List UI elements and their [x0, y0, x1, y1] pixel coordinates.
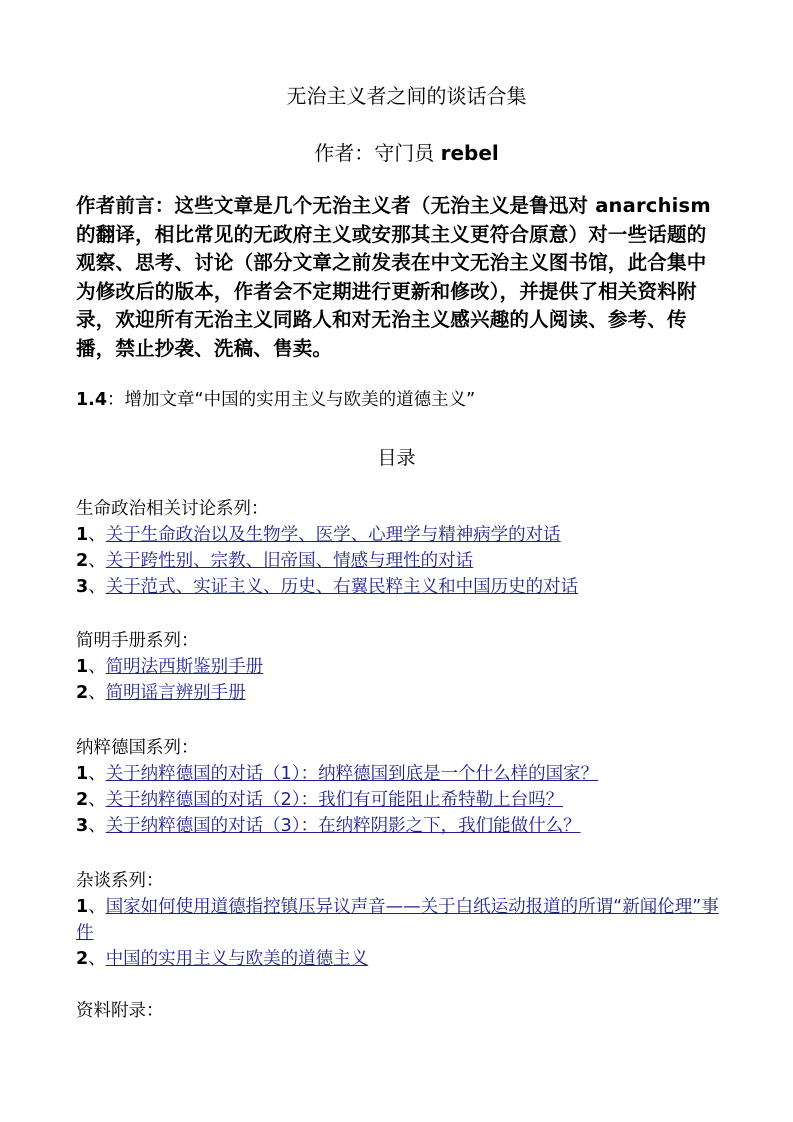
author-label: 作者：守门员: [314, 141, 441, 165]
toc-entry: [76, 813, 726, 839]
toc-link[interactable]: 国家如何使用道德指控镇压异议声音——关于白纸运动报道的所谓“新闻伦理”事件: [76, 897, 719, 943]
entry-number: 1: [76, 657, 89, 677]
toc-link[interactable]: 关于纳粹德国的对话（2）：我们有可能阻止希特勒上台吗？: [105, 790, 564, 810]
entry-number: 2: [76, 790, 89, 810]
entry-number: 1: [76, 764, 89, 784]
toc-link[interactable]: 关于生命政治以及生物学、医学、心理学与精神病学的对话: [105, 525, 561, 545]
entry-number: 1: [76, 897, 89, 917]
section-nazi-germany: [76, 735, 726, 839]
author-name: rebel: [440, 141, 499, 165]
toc-link[interactable]: 简明谣言辨别手册: [105, 683, 246, 703]
toc-entry: [76, 894, 726, 946]
entry-separator: 、: [88, 764, 106, 784]
entry-separator: 、: [88, 525, 106, 545]
entry-separator: 、: [88, 949, 106, 969]
entry-number: 1: [76, 525, 89, 545]
entry-number: 2: [76, 551, 89, 571]
document-title: 无治主义者之间的谈话合集: [286, 84, 527, 108]
toc-entry: [76, 761, 726, 787]
toc-entry: [76, 680, 726, 706]
entry-separator: 、: [88, 897, 106, 917]
author-line: [0, 137, 793, 166]
entry-separator: 、: [88, 790, 106, 810]
section-appendix: [76, 998, 726, 1024]
toc-entry: [76, 654, 726, 680]
entry-separator: 、: [88, 551, 106, 571]
entry-number: 2: [76, 949, 89, 969]
entry-number: 3: [76, 816, 89, 836]
entry-separator: 、: [88, 683, 106, 703]
preface-paragraph: 作者前言：这些文章是几个无治主义者（无治主义是鲁迅对 anarchism 的翻译，相比常见的无政府主义或安那其主义更符合原意）对一些话题的观察、思考、讨论（部分文章之前发表在中文无治主义图书馆，此合集中为修改后的版本，作者会不定期进行更新和修改），并提供了相关资料附录，欢迎所有无治主义同路人和对无治主义感兴趣的人阅读、参考、传播，禁止抄袭、洗稿、售卖。: [76, 194, 711, 360]
entry-separator: 、: [88, 657, 106, 677]
toc-link[interactable]: 简明法西斯鉴别手册: [105, 657, 264, 677]
toc-entry: [76, 548, 726, 574]
entry-separator: 、: [88, 577, 106, 597]
toc-entry: [76, 787, 726, 813]
toc-title: 目录: [377, 447, 416, 469]
toc-link[interactable]: 关于范式、实证主义、历史、右翼民粹主义和中国历史的对话: [105, 577, 579, 597]
section-biopolitics: [76, 496, 726, 600]
update-note: [76, 388, 475, 412]
entry-number: 2: [76, 683, 89, 703]
toc-link[interactable]: 中国的实用主义与欧美的道德主义: [105, 949, 369, 969]
section-miscellaneous: [76, 868, 726, 972]
toc-link[interactable]: 关于跨性别、宗教、旧帝国、情感与理性的对话: [105, 551, 474, 571]
toc-link[interactable]: 关于纳粹德国的对话（3）：在纳粹阴影之下，我们能做什么？: [105, 816, 581, 836]
toc-entry: [76, 574, 726, 600]
toc-link[interactable]: 关于纳粹德国的对话（1）：纳粹德国到底是一个什么样的国家？: [105, 764, 599, 784]
toc-entry: [76, 522, 726, 548]
section-heading: 纳粹德国系列：: [76, 738, 199, 758]
section-manuals: [76, 628, 726, 706]
section-heading: 资料附录：: [76, 1001, 164, 1021]
section-heading: 简明手册系列：: [76, 631, 199, 651]
entry-number: 3: [76, 577, 89, 597]
section-heading: 生命政治相关讨论系列：: [76, 499, 269, 519]
update-text: ：增加文章“中国的实用主义与欧美的道德主义”: [107, 390, 476, 410]
toc-entry: [76, 946, 726, 972]
entry-separator: 、: [88, 816, 106, 836]
section-heading: 杂谈系列：: [76, 871, 164, 891]
update-version: 1.4: [76, 390, 108, 410]
